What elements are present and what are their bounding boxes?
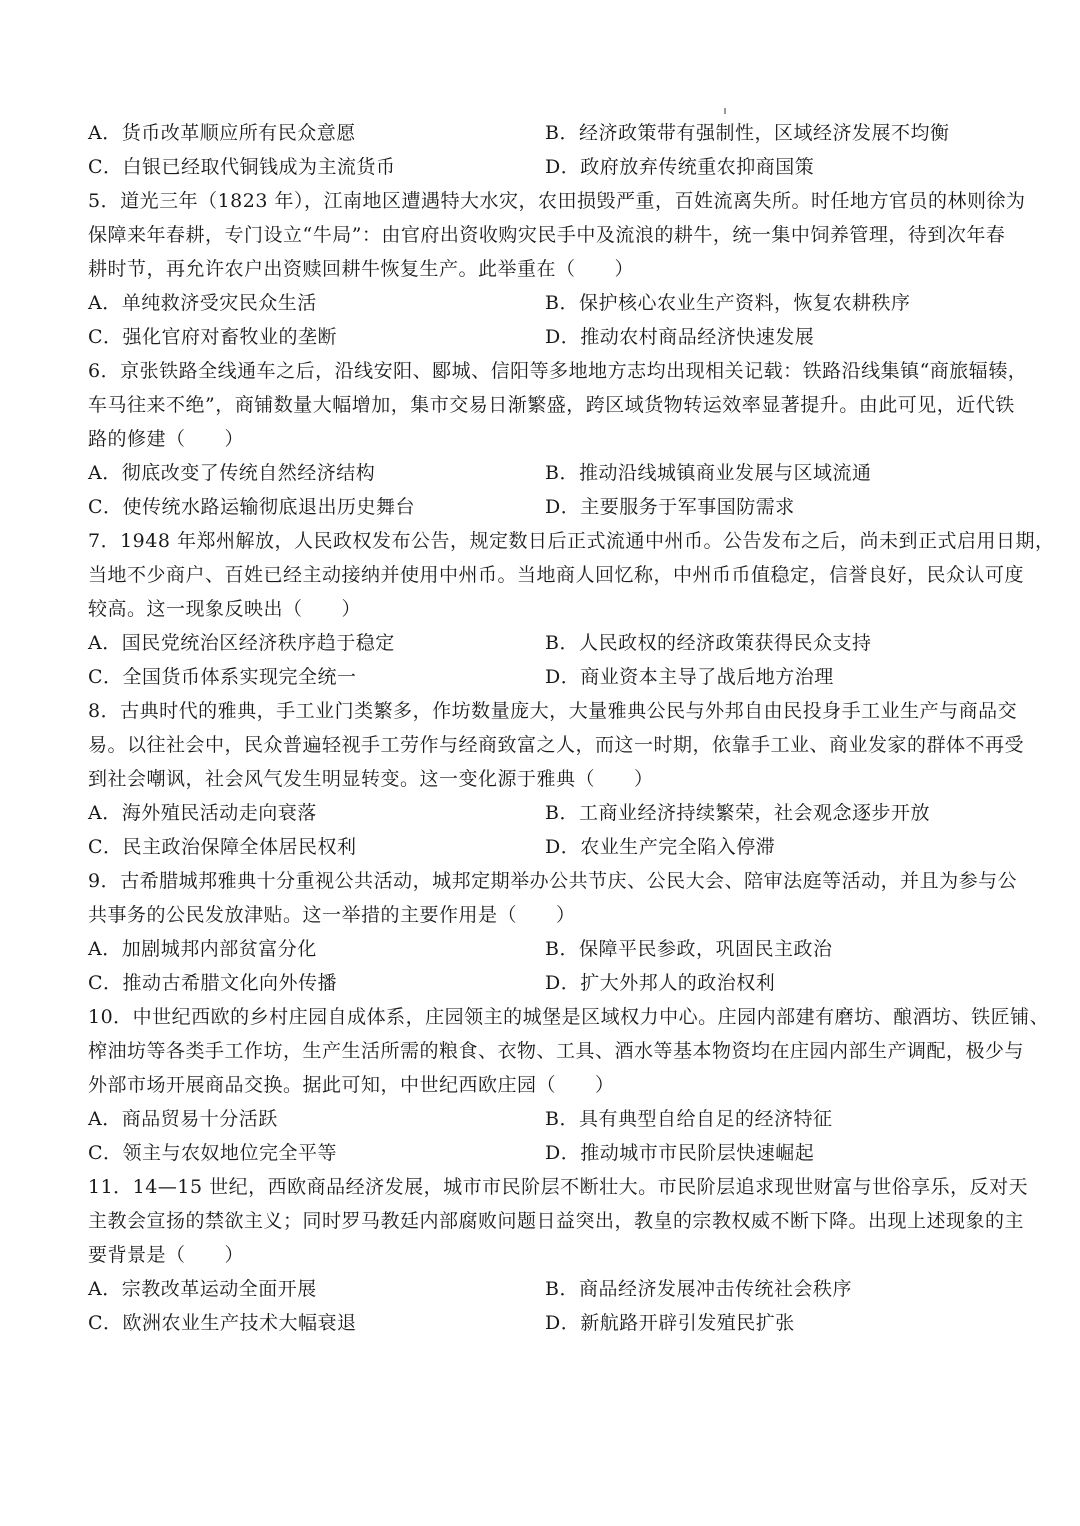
scan-mark	[724, 108, 726, 114]
question-stem-line: 车马往来不绝”，商铺数量大幅增加，集市交易日渐繁盛，跨区域货物转运效率显著提升。由此可见，近代铁	[88, 394, 1015, 416]
option-d: D．政府放弃传统重农抑商国策	[545, 156, 815, 178]
question-8	[88, 694, 1025, 864]
option-row	[88, 1136, 998, 1170]
option-c: C．民主政治保障全体居民权利	[88, 836, 357, 858]
question-4-options	[88, 116, 998, 184]
option-d: D．主要服务于军事国防需求	[545, 496, 795, 518]
option-a: A．宗教改革运动全面开展	[88, 1278, 317, 1300]
option-row	[88, 966, 998, 1000]
option-row	[88, 456, 998, 490]
option-c: C．全国货币体系实现完全统一	[88, 666, 357, 688]
option-a: A．货币改革顺应所有民众意愿	[88, 122, 356, 144]
question-stem-line: 外部市场开展商品交换。据此可知，中世纪西欧庄园（ ）	[88, 1074, 615, 1096]
question-stem-line: 路的修建（ ）	[88, 428, 245, 450]
option-row	[88, 626, 998, 660]
question-6	[88, 354, 1028, 524]
option-row	[88, 490, 998, 524]
option-d: D．商业资本主导了战后地方治理	[545, 666, 834, 688]
option-b: B．人民政权的经济政策获得民众支持	[545, 632, 872, 654]
option-b: B．经济政策带有强制性，区域经济发展不均衡	[545, 122, 950, 144]
question-stem-line: 共事务的公民发放津贴。这一举措的主要作用是（ ）	[88, 904, 576, 926]
option-b: B．具有典型自给自足的经济特征	[545, 1108, 833, 1130]
option-b: B．保障平民参政，巩固民主政治	[545, 938, 833, 960]
option-d: D．扩大外邦人的政治权利	[545, 972, 776, 994]
question-stem-line: 5．道光三年（1823 年），江南地区遭遇特大水灾，农田损毁严重，百姓流离失所。时任地方官员的林则徐为	[88, 190, 1026, 212]
question-stem-line: 较高。这一现象反映出（ ）	[88, 598, 362, 620]
option-row	[88, 1272, 998, 1306]
option-d: D．新航路开辟引发殖民扩张	[545, 1312, 795, 1334]
question-stem-line: 易。以往社会中，民众普遍轻视手工劳作与经商致富之人，而这一时期，依靠手工业、商业发家的群体不再受	[88, 734, 1025, 756]
option-row	[88, 150, 998, 184]
option-c: C．强化官府对畜牧业的垄断	[88, 326, 338, 348]
question-stem-line: 主教会宣扬的禁欲主义；同时罗马教廷内部腐败问题日益突出，教皇的宗教权威不断下降。出现上述现象的主	[88, 1210, 1025, 1232]
option-row	[88, 932, 998, 966]
option-row	[88, 660, 998, 694]
question-stem-line: 到社会嘲讽，社会风气发生明显转变。这一变化源于雅典（ ）	[88, 768, 654, 790]
option-a: A．国民党统治区经济秩序趋于稳定	[88, 632, 395, 654]
question-stem-line: 11．14—15 世纪，西欧商品经济发展，城市市民阶层不断壮大。市民阶层追求现世财富与世俗享乐，反对天	[88, 1176, 1029, 1198]
option-a: A．单纯救济受灾民众生活	[88, 292, 317, 314]
question-11	[88, 1170, 1029, 1340]
option-a: A．商品贸易十分活跃	[88, 1108, 278, 1130]
option-c: C．领主与农奴地位完全平等	[88, 1142, 338, 1164]
question-7	[88, 524, 1055, 694]
option-row	[88, 830, 998, 864]
option-row	[88, 796, 998, 830]
option-c: C．欧洲农业生产技术大幅衰退	[88, 1312, 357, 1334]
question-stem-line: 7．1948 年郑州解放，人民政权发布公告，规定数日后正式流通中州币。公告发布之后，尚未到正式启用日期，	[88, 530, 1055, 552]
question-stem-line: 要背景是（ ）	[88, 1244, 245, 1266]
question-stem-line: 耕时节，再允许农户出资赎回耕牛恢复生产。此举重在（ ）	[88, 258, 635, 280]
question-10	[88, 1000, 1050, 1170]
option-a: A．彻底改变了传统自然经济结构	[88, 462, 376, 484]
option-b: B．保护核心农业生产资料，恢复农耕秩序	[545, 292, 911, 314]
question-stem-line: 10．中世纪西欧的乡村庄园自成体系，庄园领主的城堡是区域权力中心。庄园内部建有磨坊、酿酒坊、铁匠铺、	[88, 1006, 1050, 1028]
option-d: D．农业生产完全陷入停滞	[545, 836, 776, 858]
option-b: B．工商业经济持续繁荣，社会观念逐步开放	[545, 802, 930, 824]
question-stem-line: 8．古典时代的雅典，手工业门类繁多，作坊数量庞大，大量雅典公民与外邦自由民投身手工业生产与商品交	[88, 700, 1018, 722]
question-stem-line: 保障来年春耕，专门设立“牛局”：由官府出资收购灾民手中及流浪的耕牛，统一集中饲养管理，待到次年春	[88, 224, 1006, 246]
option-d: D．推动城市市民阶层快速崛起	[545, 1142, 815, 1164]
exam-page	[88, 116, 1055, 1340]
question-5	[88, 184, 1026, 354]
option-b: B．推动沿线城镇商业发展与区域流通	[545, 462, 872, 484]
question-9	[88, 864, 1018, 1000]
option-d: D．推动农村商品经济快速发展	[545, 326, 815, 348]
option-c: C．白银已经取代铜钱成为主流货币	[88, 156, 396, 178]
option-a: A．加剧城邦内部贫富分化	[88, 938, 317, 960]
option-a: A．海外殖民活动走向衰落	[88, 802, 317, 824]
option-row	[88, 1102, 998, 1136]
option-c: C．推动古希腊文化向外传播	[88, 972, 338, 994]
option-row	[88, 1306, 998, 1340]
question-stem-line: 9．古希腊城邦雅典十分重视公共活动，城邦定期举办公共节庆、公民大会、陪审法庭等活动，并且为参与公	[88, 870, 1018, 892]
option-b: B．商品经济发展冲击传统社会秩序	[545, 1278, 852, 1300]
option-row	[88, 286, 998, 320]
question-stem-line: 当地不少商户、百姓已经主动接纳并使用中州币。当地商人回忆称，中州币币值稳定，信誉良好，民众认可度	[88, 564, 1025, 586]
option-row	[88, 116, 998, 150]
option-row	[88, 320, 998, 354]
question-stem-line: 榨油坊等各类手工作坊，生产生活所需的粮食、衣物、工具、酒水等基本物资均在庄园内部生产调配，极少与	[88, 1040, 1025, 1062]
question-stem-line: 6．京张铁路全线通车之后，沿线安阳、郾城、信阳等多地地方志均出现相关记载：铁路沿线集镇“商旅辐辏，	[88, 360, 1028, 382]
option-c: C．使传统水路运输彻底退出历史舞台	[88, 496, 416, 518]
